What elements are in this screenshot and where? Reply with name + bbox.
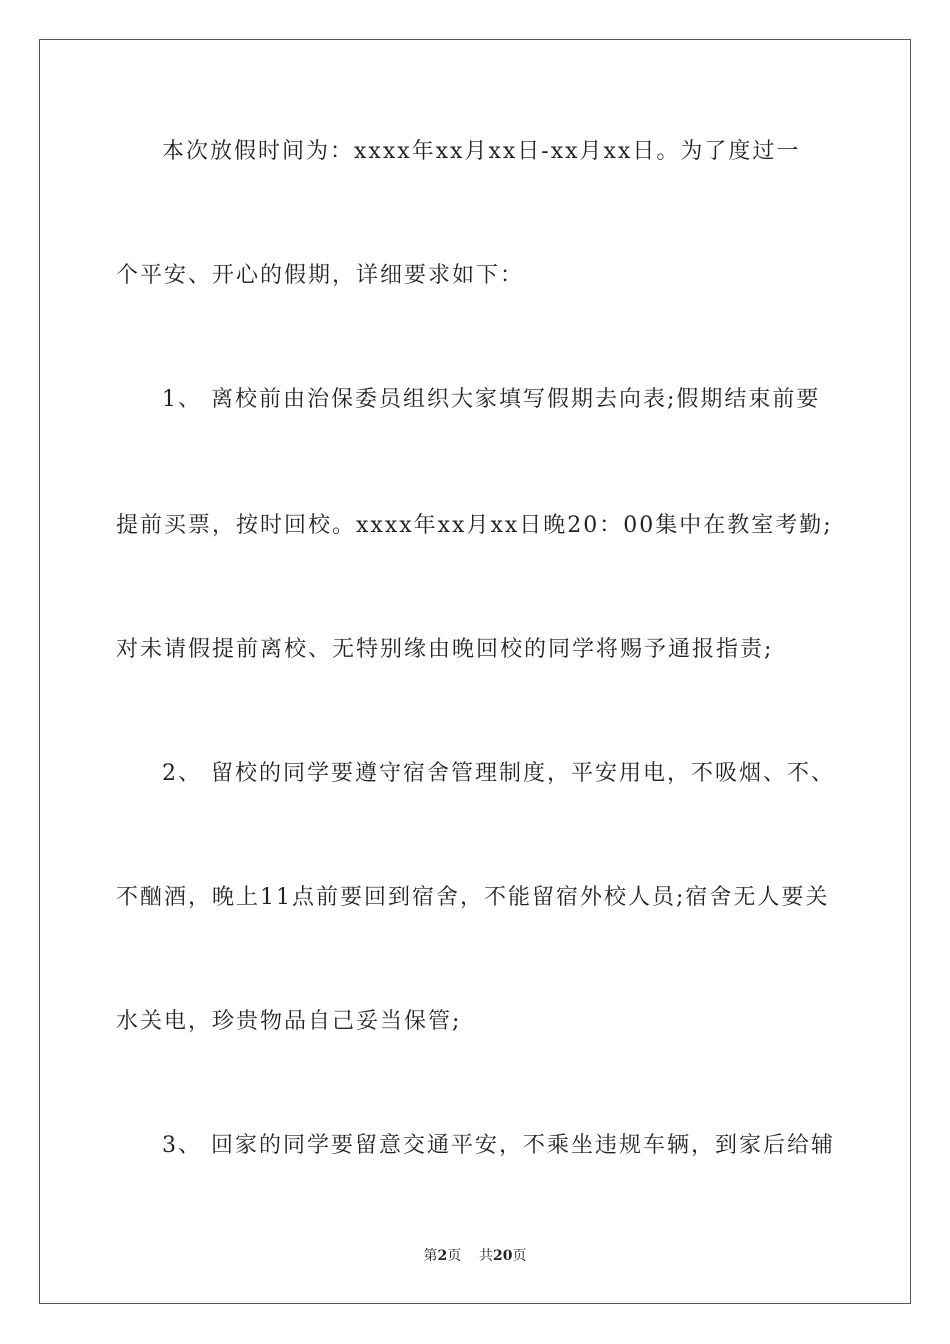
body-text-line: 提前买票，按时回校。xxxx年xx月xx日晚20：00集中在教室考勤; bbox=[116, 513, 833, 538]
footer-page-prefix: 第 bbox=[423, 1248, 438, 1264]
footer-total-pages: 20 bbox=[493, 1248, 513, 1264]
footer-total-suffix: 页 bbox=[512, 1248, 527, 1264]
footer-page-suffix: 页 bbox=[447, 1248, 462, 1264]
footer-total-prefix: 共 bbox=[479, 1248, 494, 1264]
footer-page-number: 2 bbox=[437, 1248, 448, 1264]
page-border bbox=[39, 39, 911, 1304]
body-text-line: 1、 离校前由治保委员组织大家填写假期去向表;假期结束前要 bbox=[162, 387, 821, 412]
body-text-line: 2、 留校的同学要遵守宿舍管理制度，平安用电，不吸烟、不、 bbox=[162, 761, 835, 786]
body-text-line: 本次放假时间为：xxxx年xx月xx日-xx月xx日。为了度过一 bbox=[162, 139, 801, 164]
body-text-line: 对未请假提前离校、无特别缘由晚回校的同学将赐予通报指责; bbox=[116, 637, 774, 662]
page-footer bbox=[0, 1247, 950, 1265]
body-text-line: 3、 回家的同学要留意交通平安，不乘坐违规车辆，到家后给辅 bbox=[162, 1133, 835, 1158]
body-text-line: 个平安、开心的假期，详细要求如下： bbox=[116, 263, 525, 288]
body-text-line: 不酗酒，晚上11点前要回到宿舍，不能留宿外校人员;宿舍无人要关 bbox=[116, 885, 830, 910]
body-text-line: 水关电，珍贵物品自己妥当保管; bbox=[116, 1009, 462, 1034]
